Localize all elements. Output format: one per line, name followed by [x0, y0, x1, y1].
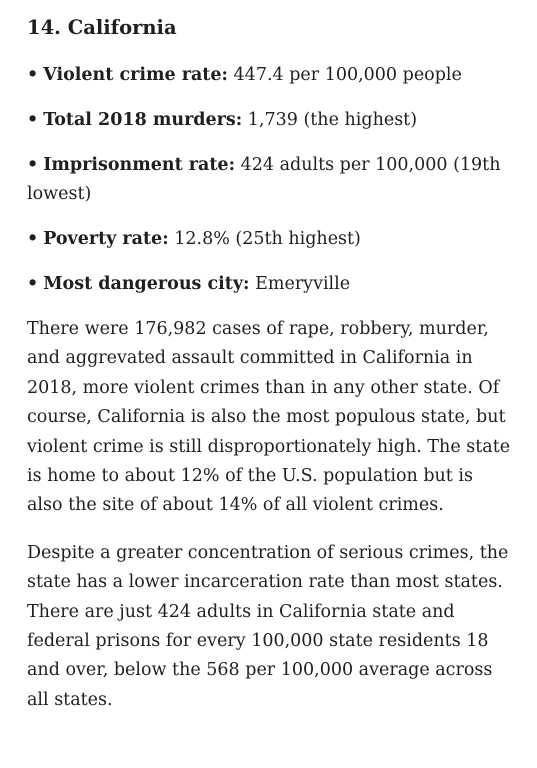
bullet-icon: • [27, 229, 39, 249]
stat-label: Violent crime rate: [43, 65, 228, 85]
stat-label: Imprisonment rate: [43, 155, 236, 175]
stat-label: Poverty rate: [43, 229, 169, 249]
stat-total-murders [27, 106, 513, 135]
stats-list [27, 61, 513, 299]
stat-imprisonment-rate [27, 151, 513, 209]
bullet-icon: • [27, 274, 39, 294]
stat-value: 12.8% (25th highest) [174, 229, 361, 249]
stat-value: Emeryville [255, 274, 351, 294]
bullet-icon: • [27, 110, 39, 130]
bullet-icon: • [27, 155, 39, 175]
stat-value: 1,739 (the highest) [247, 110, 418, 130]
stat-most-dangerous-city [27, 270, 513, 299]
stat-label: Total 2018 murders: [43, 110, 243, 130]
article-heading: 14. California [27, 16, 177, 39]
stat-value: 447.4 per 100,000 people [233, 65, 462, 85]
body-paragraph: There were 176,982 cases of rape, robbery, murder, and aggrevated assault committed in California in 2018, more violent crimes than in any other state. Of course, California is also the most populous state, but violent crime is still disproportionately high. The state is home to about 12% of the U.S. population but is also the site of about 14% of all violent crimes. [27, 319, 511, 516]
stat-violent-crime-rate [27, 61, 513, 90]
stat-label: Most dangerous city: [43, 274, 250, 294]
stat-value: 424 adults per 100,000 (19th lowest) [27, 155, 501, 204]
stat-poverty-rate [27, 225, 513, 254]
body-paragraph: Despite a greater concentration of serious crimes, the state has a lower incarceration rate than most states. There are just 424 adults in California state and federal prisons for every 100,000 state residents 18 and over, below the 568 per 100,000 average across all states. [27, 542, 509, 710]
bullet-icon: • [27, 65, 39, 85]
